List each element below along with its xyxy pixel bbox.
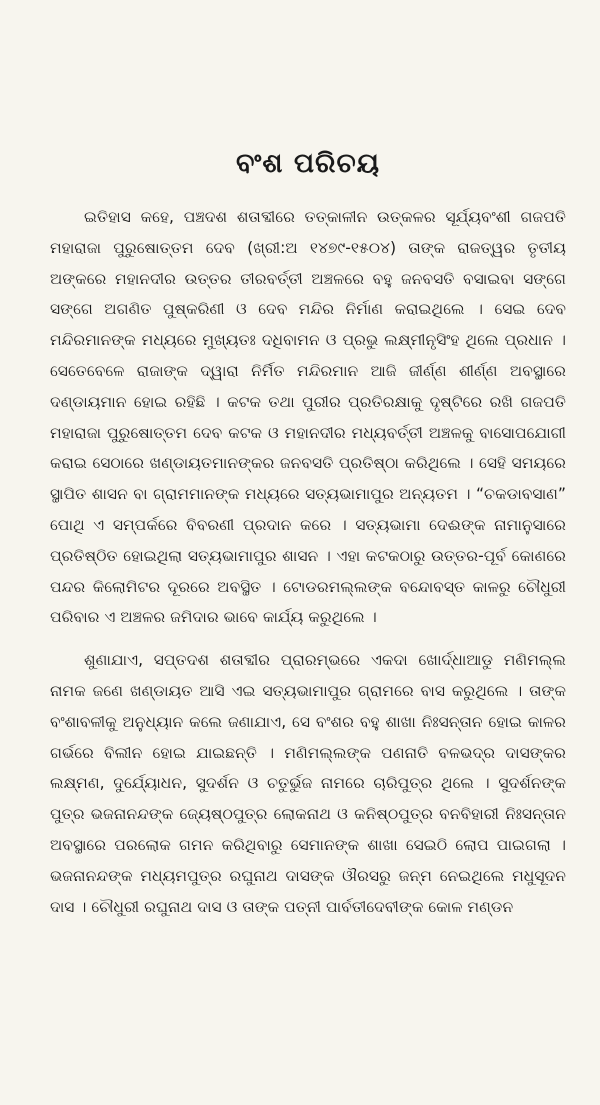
paragraph-2: ଶୁଣାଯାଏ, ସପ୍ତଦଶ ଶତାବ୍ଦୀର ପ୍ରାରମ୍ଭରେ ଏକଦା ଖୋର୍ଦ୍ଧାଆଡୁ ମଣିମଲ୍ଲ ନାମକ ଜଣେ ଖଣ୍ଡାୟତ ଆସି ଏଇ ସତ୍ୟଭାମାପୁର ଗ୍ରାମରେ ବାସ କରୁଥିଲେ । ତାଙ୍କ ବଂଶାବଳୀକୁ ଅନୁଧ୍ୟାନ କଲେ ଜଣାଯାଏ, ସେ ବଂଶର ବହୁ ଶାଖା ନିଃସନ୍ତାନ ହୋଇ କାଳର ଗର୍ଭରେ ବିଲୀନ ହୋଇ ଯାଇଛନ୍ତି । ମଣିମଲ୍ଲଙ୍କ ପଣନାତି ବଳଭଦ୍ର ଦାସଙ୍କର ଲକ୍ଷ୍ମଣ, ଦୁର୍ଯ୍ୟୋଧନ, ସୁଦର୍ଶନ ଓ ଚତୁର୍ଭୁଜ ନାମରେ ଚାରିପୁତ୍ର ଥିଲେ । ସୁଦର୍ଶନଙ୍କ ପୁତ୍ର ଭଜନାନନ୍ଦଙ୍କ ଜ୍ୟେଷ୍ଠପୁତ୍ର ଲୋକନାଥ ଓ କନିଷ୍ଠପୁତ୍ର ବନବିହାରୀ ନିଃସନ୍ତାନ ଅବସ୍ଥାରେ ପରଲୋକ ଗମନ କରିଥିବାରୁ ସେମାନଙ୍କ ଶାଖା ସେଇଠି ଲୋପ ପାଇଗଲା । ଭଜନାନନ୍ଦଙ୍କ ମଧ୍ୟମପୁତ୍ର ରଘୁନାଥ ଦାସଙ୍କ ଔରସରୁ ଜନ୍ମ ନେଇଥିଲେ ମଧୁସୂଦନ ଦାସ । ଚୌଧୁରୀ ରଘୁନାଥ ଦାସ ଓ ତାଙ୍କ ପତ୍ନୀ ପାର୍ବତୀଦେବୀଙ୍କ କୋଳ ମଣ୍ଡନ <box>50 651 566 916</box>
chapter-title: ବଂଶ ପରିଚୟ <box>236 148 380 179</box>
paragraph-1: ଇତିହାସ କହେ, ପଞ୍ଚଦଶ ଶତାବ୍ଦୀରେ ତତ୍କାଳୀନ ଉତ୍କଳର ସୂର୍ଯ୍ୟବଂଶୀ ଗଜପତି ମହାରାଜା ପୁରୁଷୋତ୍ତମ ଦେବ (ଖ୍ରୀ:ଅ ୧୪୭୯-୧୫୦୪) ତାଙ୍କ ରାଜତ୍ୱର ତୃତୀୟ ଅଙ୍କରେ ମହାନଦୀର ଉତ୍ତର ତୀରବର୍ତ୍ତୀ ଅଞ୍ଚଳରେ ବହୁ ଜନବସତି ବସାଇବା ସଙ୍ଗେ ସଙ୍ଗେ ଅଗଣିତ ପୁଷ୍କରିଣୀ ଓ ଦେବ ମନ୍ଦିର ନିର୍ମାଣ କରାଇଥିଲେ । ସେଇ ଦେବ ମନ୍ଦିରମାନଙ୍କ ମଧ୍ୟରେ ମୁଖ୍ୟତଃ ଦଧିବାମନ ଓ ପ୍ରଭୁ ଲକ୍ଷ୍ମୀନୃସିଂହ ଥିଲେ ପ୍ରଧାନ । ସେତେବେଳେ ରାଜାଙ୍କ ଦ୍ୱାରା ନିର୍ମିତ ମନ୍ଦିରମାନ ଆଜି ଜୀର୍ଣ୍ଣ ଶୀର୍ଣ୍ଣ ଅବସ୍ଥାରେ ଦଣ୍ଡାୟମାନ ହୋଇ ରହିଛି । କଟକ ତଥା ପୁରୀର ପ୍ରତିରକ୍ଷାକୁ ଦୃଷ୍ଟିରେ ରଖି ଗଜପତି ମହାରାଜା ପୁରୁଷୋତ୍ତମ ଦେବ କଟକ ଓ ମହାନଦୀର ମଧ୍ୟବର୍ତ୍ତୀ ଅଞ୍ଚଳକୁ ବାସୋପଯୋଗୀ କରାଇ ସେଠାରେ ଖଣ୍ଡାୟତମାନଙ୍କର ଜନବସତି ପ୍ରତିଷ୍ଠା କରିଥିଲେ । ସେହି ସମୟରେ ସ୍ଥାପିତ ଶାସନ ବା ଗ୍ରାମମାନଙ୍କ ମଧ୍ୟରେ ସତ୍ୟଭାମାପୁର ଅନ୍ୟତମ । “ଚକଡାବସାଣ” ପୋଥି ଏ ସମ୍ପର୍କରେ ବିବରଣୀ ପ୍ରଦାନ କରେ । ସତ୍ୟଭାମା ଦେଈଙ୍କ ନାମାନୁସାରେ ପ୍ରତିଷ୍ଠିତ ହୋଇଥିଲା ସତ୍ୟଭାମାପୁର ଶାସନ । ଏହା କଟକଠାରୁ ଉତ୍ତର-ପୂର୍ବ କୋଣରେ ପନ୍ଦର କିଲୋମିଟର ଦୂରରେ ଅବସ୍ଥିତ । ଟୋଡରମଲ୍ଲଙ୍କ ବନ୍ଦୋବସ୍ତ କାଳରୁ ଚୌଧୁରୀ ପରିବାର ଏ ଅଞ୍ଚଳର ଜମିଦାର ଭାବେ କାର୍ଯ୍ୟ କରୁଥିଲେ । <box>50 208 566 627</box>
